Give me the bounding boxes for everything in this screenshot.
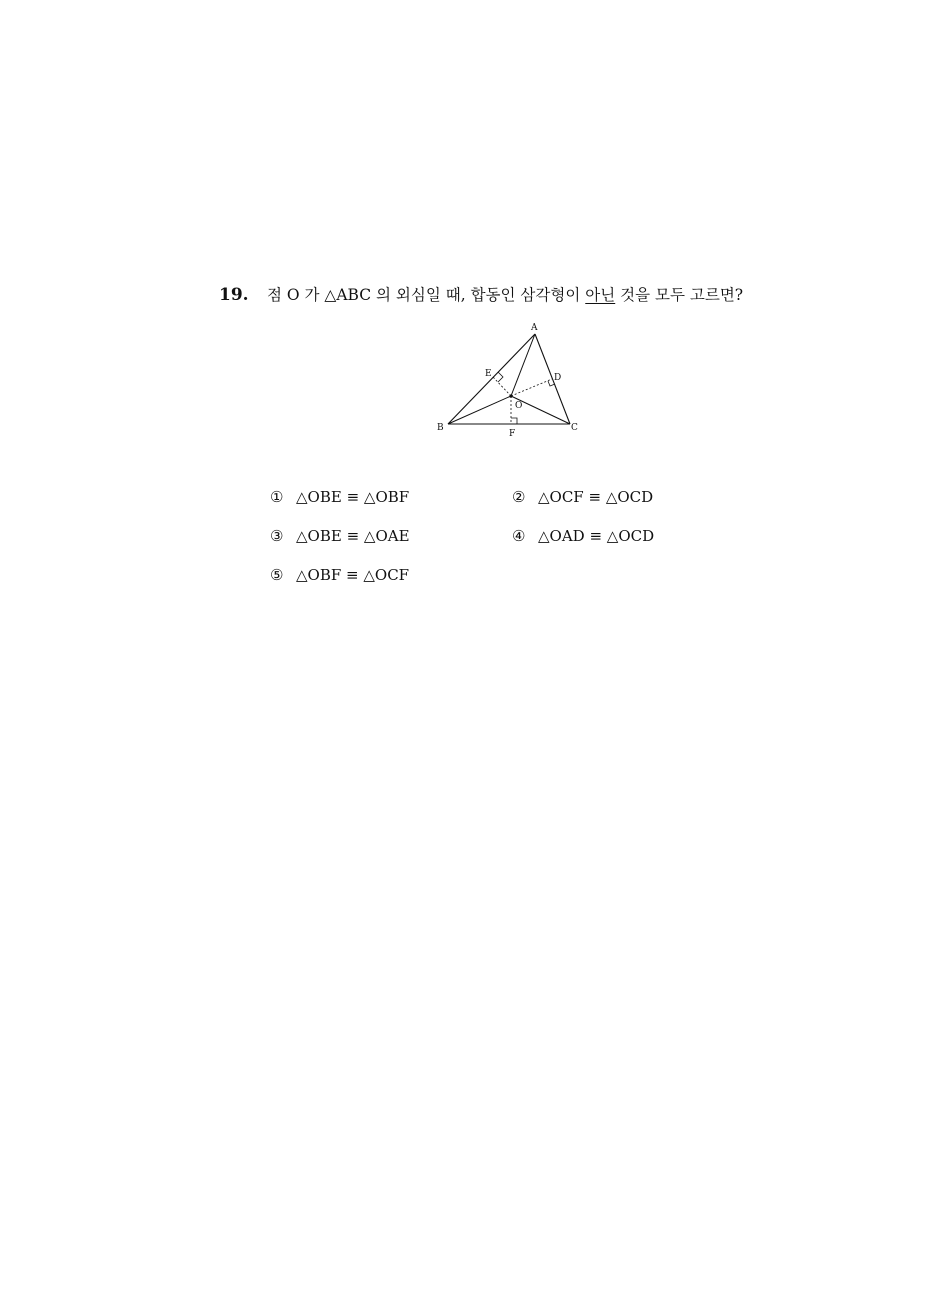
- label-f: F: [509, 429, 516, 439]
- label-d: D: [554, 373, 562, 383]
- question-text-underlined: 아닌: [585, 286, 616, 304]
- label-c: C: [571, 423, 578, 433]
- label-o: O: [515, 401, 523, 411]
- choice-2[interactable]: [512, 485, 653, 509]
- choice-1[interactable]: [270, 485, 409, 509]
- choice-text: △OBE ≡ △OBF: [296, 488, 410, 506]
- segment-od-dashed: [511, 379, 552, 396]
- label-b: B: [437, 423, 444, 433]
- choice-number: ①: [270, 488, 284, 506]
- segment-oe-dashed: [493, 377, 511, 396]
- triangle-figure: [430, 318, 590, 443]
- right-angle-mark-e: [498, 372, 503, 382]
- choice-text: △OAD ≡ △OCD: [538, 527, 655, 545]
- choice-number: ③: [270, 527, 284, 545]
- choice-number: ⑤: [270, 566, 284, 584]
- choice-text: △OCF ≡ △OCD: [538, 488, 654, 506]
- triangle-diagram: [430, 318, 590, 443]
- question-text-after: 것을 모두 고르면?: [615, 286, 744, 304]
- segment-ob: [448, 396, 511, 424]
- label-e: E: [485, 369, 492, 379]
- side-ca: [535, 334, 570, 424]
- label-a: A: [531, 323, 538, 333]
- choice-5[interactable]: [270, 563, 409, 587]
- segment-oa: [511, 334, 535, 396]
- circumcenter-point: [509, 394, 512, 397]
- choice-3[interactable]: [270, 524, 410, 548]
- question-number: 19.: [219, 285, 249, 305]
- choice-number: ④: [512, 527, 526, 545]
- choice-number: ②: [512, 488, 526, 506]
- choice-text: △OBF ≡ △OCF: [296, 566, 410, 584]
- choice-4[interactable]: [512, 524, 654, 548]
- choice-text: △OBE ≡ △OAE: [296, 527, 410, 545]
- question-text-before: 점 O 가 △ABC 의 외심일 때, 합동인 삼각형이: [267, 286, 586, 304]
- question-19: [219, 283, 839, 307]
- right-angle-mark-f: [511, 418, 517, 424]
